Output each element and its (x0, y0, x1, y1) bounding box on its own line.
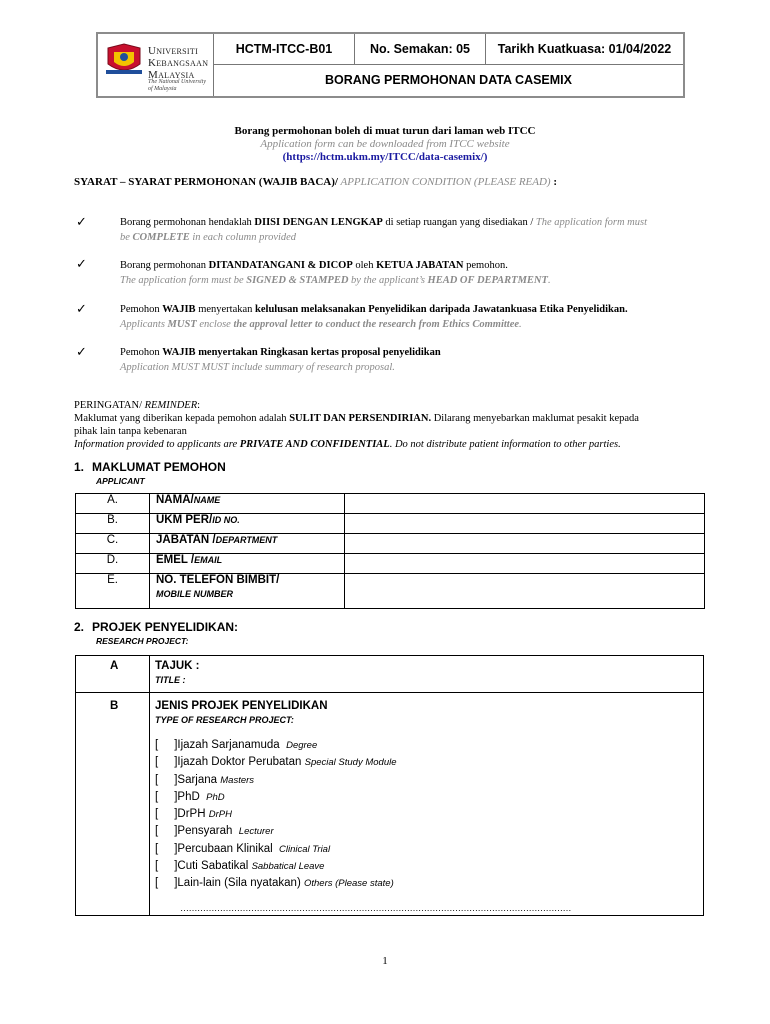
university-logo (98, 34, 214, 96)
table-row: D. EMEL /EMAIL (76, 554, 705, 574)
condition-item-2: Borang permohonan DITANDATANGANI & DICOP oleh KETUA JABATAN pemohon. The application form must be SIGNED & STAMPED by the applicant’s HEAD OF DEPARTMENT. (120, 260, 551, 286)
itcc-website-link[interactable]: (https://hctm.ukm.my/ITCC/data-casemix/) (282, 151, 488, 163)
option-lecturer[interactable]: [ ]Pensyarah Lecturer (155, 825, 274, 838)
row-b-letter: B (110, 700, 119, 712)
page-number: 1 (382, 955, 388, 967)
section-2-subtitle: RESEARCH PROJECT: (96, 636, 189, 646)
applicant-table (75, 493, 705, 609)
reminder-label: PERINGATAN/ (74, 400, 142, 411)
logo-line-3: Malaysia (148, 69, 195, 81)
mobile-number-field[interactable] (345, 574, 705, 609)
reminder-block: PERINGATAN/ REMINDER: Maklumat yang diberikan kepada pemohon adalah SULIT DAN PERSENDIRIAN. Dilarang menyebarkan maklumat pesakit kepada pihak lain tanpa kebenaran Information provided to applicants are PRIVATE AND CONFIDENTIAL. Do not distribute patient information to other parties. (74, 400, 639, 450)
check-icon: ✓ (76, 256, 87, 271)
intro-line-en: Application form can be downloaded from ITCC website (260, 138, 510, 150)
option-sabbatical-leave[interactable]: [ ]Cuti Sabatikal Sabbatical Leave (155, 860, 325, 873)
table-row: C. JABATAN /DEPARTMENT (76, 534, 705, 554)
logo-tagline-1: The National University (148, 79, 206, 85)
form-title: BORANG PERMOHONAN DATA CASEMIX (325, 73, 572, 87)
check-icon: ✓ (76, 344, 87, 359)
option-phd[interactable]: [ ]PhD PhD (155, 790, 225, 803)
conditions-heading-colon: : (550, 176, 558, 188)
condition-item-4: Pemohon WAJIB menyertakan Ringkasan kertas proposal penyelidikan Application MUST MUST include summary of research proposal. (120, 347, 441, 373)
crest-icon (104, 42, 144, 78)
others-specify-field[interactable]: ………………………………………………………………………………………………………………………… (180, 903, 571, 913)
id-number-field[interactable] (345, 514, 705, 534)
row-a-letter: A (110, 660, 119, 672)
document-code: HCTM-ITCC-B01 (214, 34, 355, 65)
table-row: A. NAMA/NAME (76, 494, 705, 514)
table-row: E. NO. TELEFON BIMBIT/ MOBILE NUMBER (76, 574, 705, 609)
logo-line-2: Kebangsaan (148, 57, 209, 69)
title-label-en: TITLE : (155, 675, 186, 685)
check-icon: ✓ (76, 214, 87, 229)
option-drph[interactable]: [ ]DrPH DrPH (155, 808, 232, 821)
project-type-label: JENIS PROJEK PENYELIDIKAN (155, 700, 328, 712)
revision-number: No. Semakan: 05 (355, 34, 486, 65)
email-field[interactable] (345, 554, 705, 574)
name-field[interactable] (345, 494, 705, 514)
project-type-options (155, 737, 397, 893)
condition-item-1: Borang permohonan hendaklah DIISI DENGAN LENGKAP di setiap ruangan yang disediakan / The application form must be COMPLETE in each column provided (120, 217, 648, 243)
option-others[interactable]: [ ]Lain-lain (Sila nyatakan) Others (Please state) (155, 877, 394, 890)
option-clinical-trial[interactable]: [ ]Percubaan Klinikal Clinical Trial (155, 842, 331, 855)
conditions-heading-ms: SYARAT – SYARAT PERMOHONAN (WAJIB BACA)/ (74, 176, 338, 188)
section-1-heading: 1. MAKLUMAT PEMOHON (74, 460, 226, 474)
conditions-heading-en: APPLICATION CONDITION (PLEASE READ) (337, 176, 551, 188)
project-type-label-en: TYPE OF RESEARCH PROJECT: (155, 715, 294, 725)
conditions-heading (74, 176, 557, 188)
check-icon: ✓ (76, 301, 87, 316)
option-degree[interactable]: [ ]Ijazah Sarjanamuda Degree (155, 739, 318, 751)
department-field[interactable] (345, 534, 705, 554)
option-special-study-module[interactable]: [ ]Ijazah Doktor Perubatan Special Study Module (155, 756, 397, 769)
table-row: B. UKM PER/ID NO. (76, 514, 705, 534)
condition-item-3: Pemohon WAJIB menyertakan kelulusan melaksanakan Penyelidikan daripada Jawatankuasa Etika Penyelidikan. Applicants MUST enclose the approval letter to conduct the research from Ethics Committee. (120, 304, 628, 330)
logo-tagline-2: of Malaysia (148, 86, 177, 92)
logo-line-1: Universiti (148, 45, 199, 57)
intro-line-ms: Borang permohonan boleh di muat turun dari laman web ITCC (234, 125, 536, 137)
option-masters[interactable]: [ ]Sarjana Masters (155, 773, 255, 786)
section-2-heading: 2. PROJEK PENYELIDIKAN: (74, 620, 239, 634)
title-label: TAJUK : (155, 660, 200, 672)
effective-date: Tarikh Kuatkuasa: 01/04/2022 (486, 34, 683, 65)
section-1-subtitle: APPLICANT (96, 476, 145, 486)
